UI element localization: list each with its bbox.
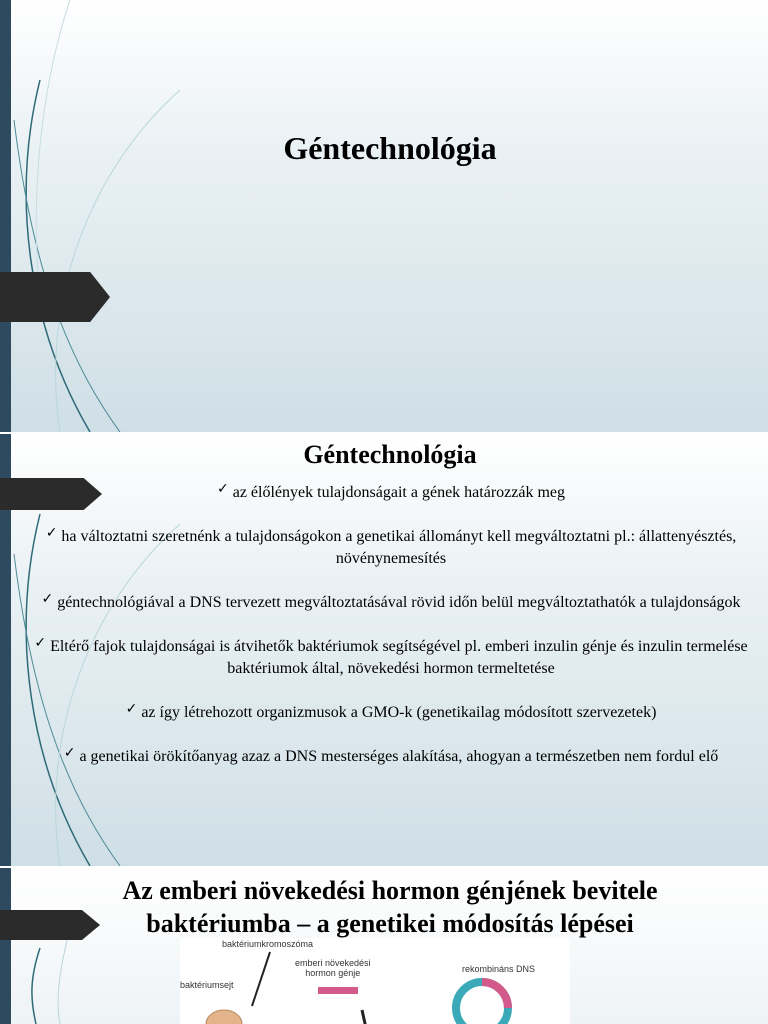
dna-strand-icon bbox=[362, 1010, 366, 1024]
slide-2 bbox=[0, 434, 768, 866]
slide-1-title: Géntechnológia bbox=[283, 130, 497, 166]
slide-2-title: Géntechnológia bbox=[303, 440, 477, 469]
list-item: ✓ az így létrehozott organizmusok a GMO-k (genetikailag módosított szervezetek) bbox=[125, 701, 657, 721]
list-item: ✓ ha változtatni szeretnénk a tulajdonságokon a genetikai állományt kell megváltoztatni pl.: állattenyésztés, növénynemesítés bbox=[45, 525, 737, 567]
inserted-gene-arc-icon bbox=[482, 982, 508, 1008]
checkmark-icon: ✓ bbox=[34, 635, 47, 651]
bacterium-cell-icon bbox=[206, 1010, 242, 1024]
checkmark-icon: ✓ bbox=[45, 525, 58, 541]
cell-label: baktériumsejt bbox=[180, 980, 234, 990]
genetic-modification-diagram bbox=[180, 938, 570, 1024]
pointer-line bbox=[252, 952, 270, 1006]
checkmark-icon: ✓ bbox=[63, 745, 76, 761]
slide-1 bbox=[0, 0, 768, 432]
list-item: ✓ Eltérő fajok tulajdonságai is átvihetők baktériumok segítségével pl. emberi inzulin génje és inzulin termelése baktériumok által, növekedési hormon termeltetése bbox=[34, 635, 748, 677]
chromosome-label: baktériumkromoszóma bbox=[222, 939, 314, 949]
gene-label: emberi növekedési hormon génje bbox=[295, 958, 371, 978]
slide-3-title: Az emberi növekedési hormon génjének bevitele baktériumba – a genetikei módosítás lépései bbox=[122, 876, 658, 938]
checkmark-icon: ✓ bbox=[41, 591, 54, 607]
list-item: ✓ az élőlények tulajdonságait a gének határozzák meg bbox=[216, 481, 566, 501]
left-edge-bar bbox=[0, 868, 11, 1024]
left-edge-bar bbox=[0, 0, 11, 432]
bullet-list bbox=[28, 482, 754, 790]
decorative-curves bbox=[0, 0, 200, 432]
checkmark-icon: ✓ bbox=[216, 481, 229, 497]
list-item: ✓ géntechnológiával a DNS tervezett megváltoztatásával rövid időn belül megváltoztathatók a tulajdonságok bbox=[41, 591, 741, 611]
recombinant-dna-label: rekombináns DNS bbox=[462, 964, 536, 974]
slide-3 bbox=[0, 868, 768, 1024]
list-item: ✓ a genetikai örökítőanyag azaz a DNS mesterséges alakítása, ahogyan a természetben nem fordul elő bbox=[63, 745, 719, 765]
diagram-graphics bbox=[180, 938, 570, 1024]
checkmark-icon: ✓ bbox=[125, 701, 138, 717]
gene-segment-icon bbox=[318, 987, 358, 994]
slide-tab-arrow bbox=[0, 272, 110, 322]
